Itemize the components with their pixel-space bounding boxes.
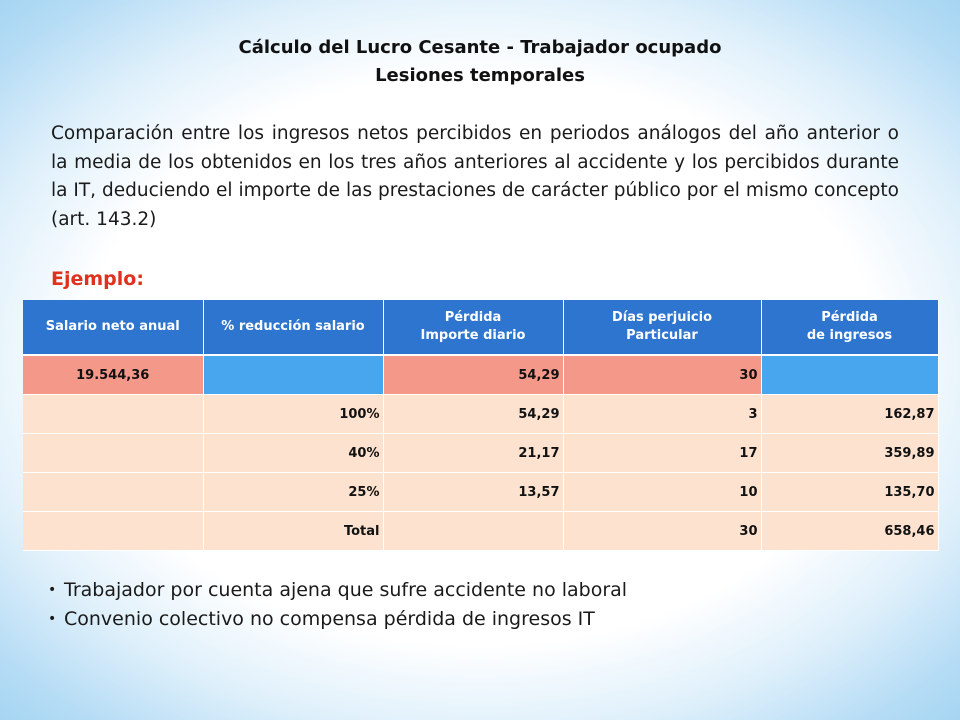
bullet-icon: • — [48, 582, 57, 598]
table-row — [23, 434, 938, 473]
table-cell: 25% — [203, 473, 383, 512]
table-cell: 658,46 — [761, 512, 938, 551]
table-cell: 40% — [203, 434, 383, 473]
list-item: • Convenio colectivo no compensa pérdida de ingresos IT — [48, 605, 627, 634]
description-paragraph: Comparación entre los ingresos netos percibidos en periodos análogos del año anterior o la media de los obtenidos en los tres años anteriores al accidente y los percibidos durante la IT, deduciendo el importe de las prestaciones de carácter público por el mismo concepto (art. 143.2) — [51, 123, 899, 230]
table-cell: 54,29 — [383, 395, 563, 434]
table-cell — [23, 395, 203, 434]
table-cell: 17 — [563, 434, 761, 473]
table-cell: 359,89 — [761, 434, 938, 473]
list-item: • Trabajador por cuenta ajena que sufre accidente no laboral — [48, 576, 627, 605]
table-row — [23, 355, 938, 395]
table-cell: 162,87 — [761, 395, 938, 434]
table-cell: 21,17 — [383, 434, 563, 473]
header-reduccion: % reducción salario — [203, 300, 383, 355]
table-cell: 100% — [203, 395, 383, 434]
header-salario: Salario neto anual — [23, 300, 203, 355]
bullet-icon: • — [48, 611, 57, 627]
table-cell — [23, 434, 203, 473]
table-row — [23, 473, 938, 512]
table-cell: 13,57 — [383, 473, 563, 512]
table-cell — [23, 473, 203, 512]
table-cell: 30 — [563, 355, 761, 395]
table-cell: 30 — [563, 512, 761, 551]
table-cell: Total — [203, 512, 383, 551]
title-line-2: Lesiones temporales — [375, 65, 585, 86]
table-total-row — [23, 512, 938, 551]
header-perdida-ingresos: Pérdida de ingresos — [761, 300, 938, 355]
table-row — [23, 395, 938, 434]
table-cell: 135,70 — [761, 473, 938, 512]
bullet-list — [48, 576, 627, 634]
header-dias-perjuicio: Días perjuicio Particular — [563, 300, 761, 355]
title-line-1: Cálculo del Lucro Cesante - Trabajador ocupado — [238, 37, 722, 58]
slide-title — [0, 34, 960, 90]
table-cell — [23, 512, 203, 551]
table-cell: 54,29 — [383, 355, 563, 395]
table-cell: 3 — [563, 395, 761, 434]
table-cell: 19.544,36 — [23, 355, 203, 395]
table-cell — [383, 512, 563, 551]
table-cell — [761, 355, 938, 395]
header-perdida-diaria: Pérdida Importe diario — [383, 300, 563, 355]
loss-calculation-table — [23, 300, 939, 551]
table-cell — [203, 355, 383, 395]
table-header-row — [23, 300, 938, 355]
table-cell: 10 — [563, 473, 761, 512]
example-label: Ejemplo: — [51, 268, 144, 290]
